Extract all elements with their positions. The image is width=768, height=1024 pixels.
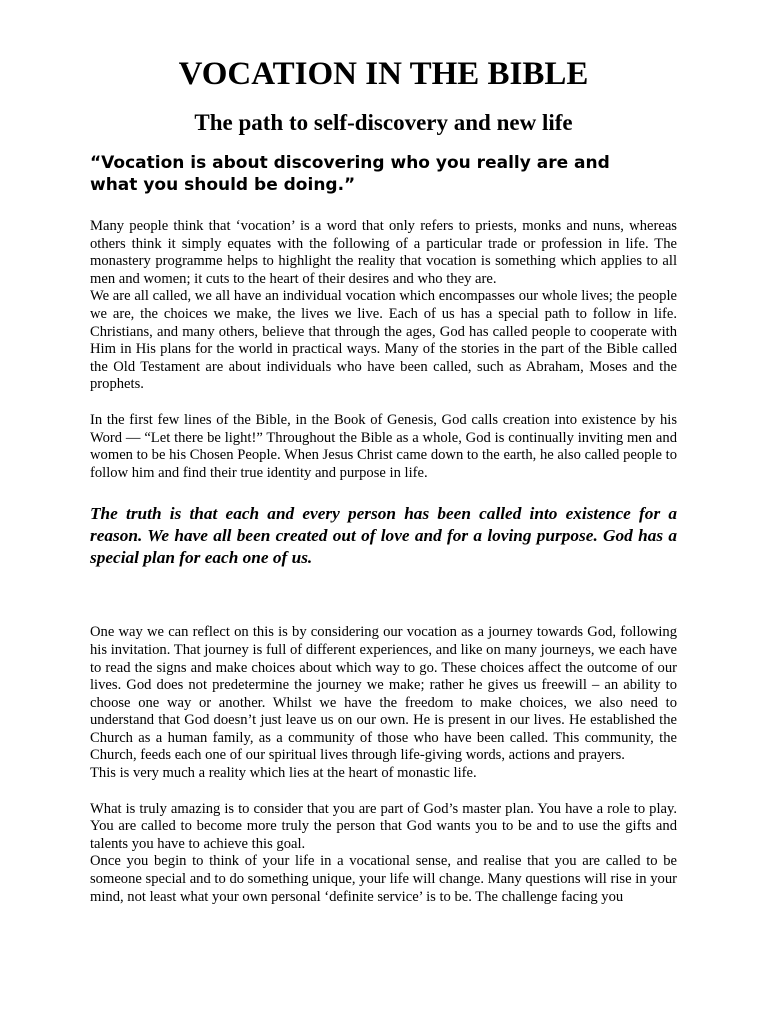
page-subtitle: The path to self-discovery and new life: [194, 110, 573, 135]
pull-quote: “Vocation is about discovering who you really are and what you should be doing.”: [90, 153, 610, 195]
page-title: VOCATION IN THE BIBLE: [178, 56, 589, 92]
emphasis-statement: The truth is that each and every person has been called into existence for a reason. We have all been created out of love and for a loving purpose. God has a special plan for each one of us.: [90, 504, 677, 568]
paragraph: One way we can reflect on this is by considering our vocation as a journey towards God, following his invitation. That journey is full of different experiences, and like on many journeys, we each have to read the signs and make choices about which way to go. These choices affect the outcome of our lives. God does not predetermine the journey we make; rather he gives us freewill – an ability to choose one way or another. Whilst we have the freedom to make choices, we also need to understand that God doesn’t just leave us on our own. He is present in our lives. He established the Church as a human family, as a community of those who have been called. This community, the Church, feeds each one of our spiritual lives through life-giving words, actions and prayers.: [90, 624, 677, 764]
document-page: [90, 52, 677, 906]
paragraph: What is truly amazing is to consider that you are part of God’s master plan. You have a role to play. You are called to become more truly the person that God wants you to be and to use the gifts and talents you have to achieve this goal.: [90, 800, 677, 852]
paragraph: Once you begin to think of your life in a vocational sense, and realise that you are called to be someone special and to do something unique, your life will change. Many questions will rise in your mind, not least what your own personal ‘definite service’ is to be. The challenge facing you: [90, 853, 677, 905]
paragraph: Many people think that ‘vocation’ is a word that only refers to priests, monks and nuns, whereas others think it simply equates with the following of a particular trade or profession in life. The monastery programme helps to highlight the reality that vocation is something which applies to all men and women; it cuts to the heart of their desires and who they are.: [90, 218, 677, 287]
paragraph: In the first few lines of the Bible, in the Book of Genesis, God calls creation into existence by his Word — “Let there be light!” Throughout the Bible as a whole, God is continually inviting men and women to be his Chosen People. When Jesus Christ came down to the earth, he also called people to follow him and find their true identity and purpose in life.: [90, 411, 677, 481]
paragraph: This is very much a reality which lies at the heart of monastic life.: [90, 765, 477, 782]
paragraph: We are all called, we all have an individual vocation which encompasses our whole lives; the people we are, the choices we make, the lives we live. Each of us has a special path to follow in life. Christians, and many others, believe that through the ages, God has called people to cooperate with Him in His plans for the world in practical ways. Many of the stories in the part of the Bible called the Old Testament are about individuals who have been called, such as Abraham, Moses and the prophets.: [90, 288, 677, 393]
